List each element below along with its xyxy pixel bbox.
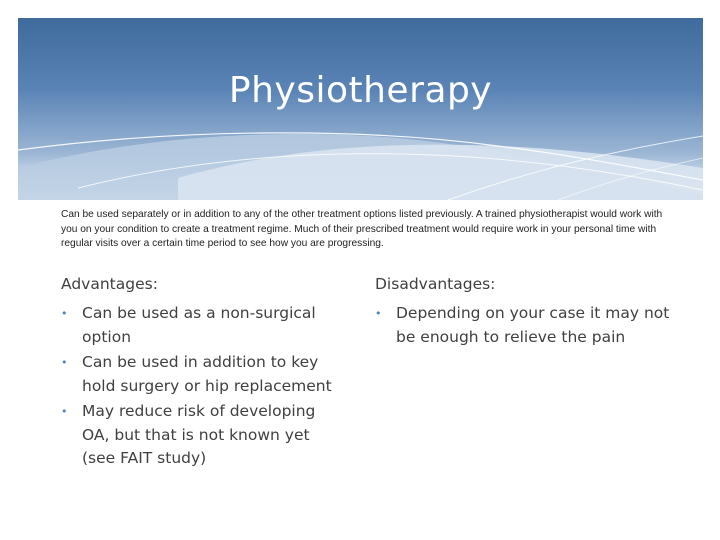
- advantages-heading: Advantages:: [61, 275, 158, 293]
- disadvantages-column: [375, 274, 675, 351]
- bullet-icon: •: [61, 356, 68, 369]
- advantage-text: Can be used in addition to key hold surgery or hip replacement: [82, 353, 332, 395]
- advantages-list: [61, 302, 351, 471]
- list-item: [61, 351, 351, 398]
- disadvantages-list: [375, 302, 675, 349]
- disadvantage-text: Depending on your case it may not be enough to relieve the pain: [396, 304, 670, 346]
- advantage-text: Can be used as a non-surgical option: [82, 304, 316, 346]
- list-item: [375, 302, 675, 349]
- slide-title: Physiotherapy: [228, 70, 493, 111]
- list-item: [61, 302, 351, 349]
- disadvantages-heading: Disadvantages:: [375, 275, 496, 293]
- bullet-icon: •: [61, 405, 68, 418]
- advantages-column: [61, 274, 351, 473]
- list-item: [61, 400, 351, 471]
- intro-paragraph: Can be used separately or in addition to any of the other treatment options listed previously. A trained physiotherapist would work with you on your condition to create a treatment regime. Much of their prescribed treatment would require work in your personal time with regular visits over a certain time period to see how you are progressing.: [61, 209, 663, 249]
- bullet-icon: •: [375, 307, 382, 320]
- bullet-icon: •: [61, 307, 68, 320]
- title-banner: [18, 18, 703, 200]
- advantage-text: May reduce risk of developing OA, but that is not known yet (see FAIT study): [82, 402, 316, 467]
